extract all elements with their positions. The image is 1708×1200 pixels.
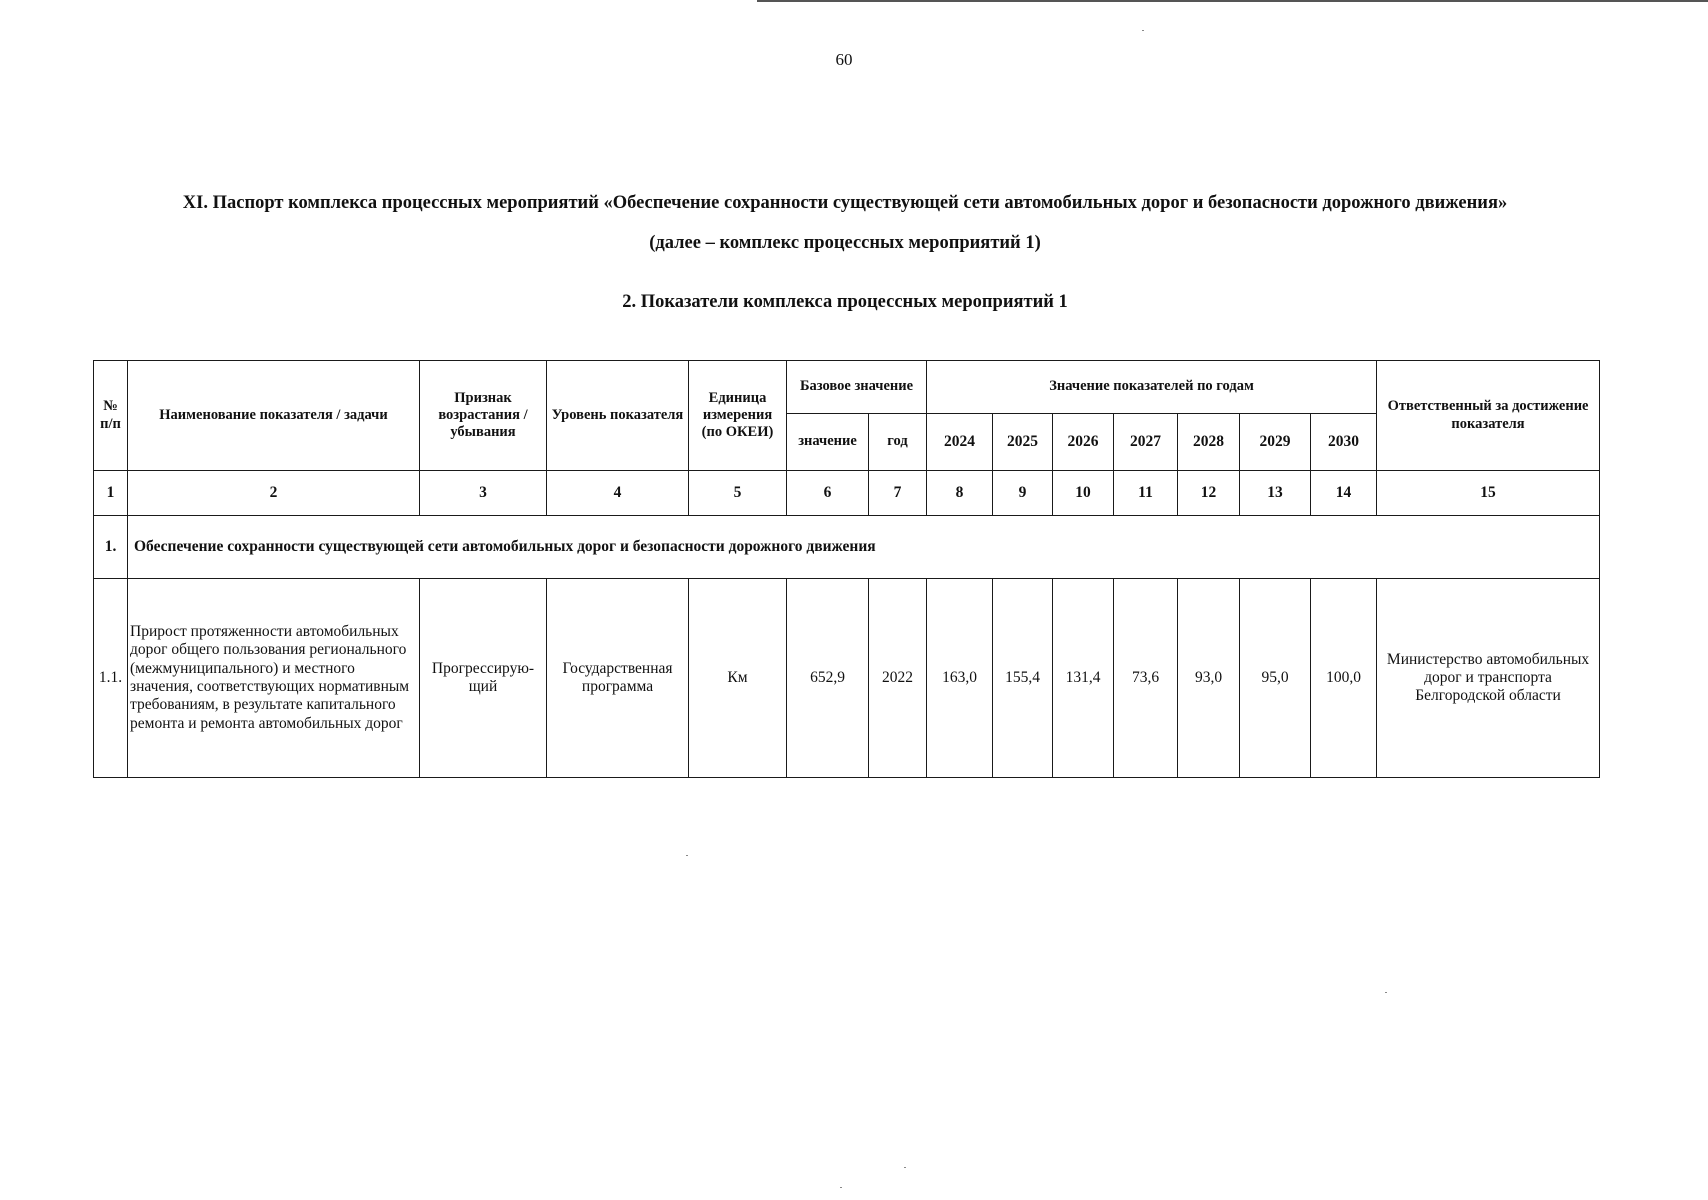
section-title: 2. Показатели комплекса процессных мероприятий 1 [622, 292, 1068, 312]
column-number: 12 [1178, 471, 1240, 516]
header-year: 2026 [1053, 414, 1114, 471]
row-year-value: 95,0 [1240, 579, 1311, 778]
header-responsible: Ответственный за достижение показателя [1377, 361, 1600, 471]
header-year: 2028 [1178, 414, 1240, 471]
column-number: 14 [1311, 471, 1377, 516]
section-row-title: Обеспечение сохранности существующей сети автомобильных дорог и безопасности дорожного движения [128, 516, 1600, 579]
row-num: 1.1. [94, 579, 128, 778]
header-base: Базовое значение [787, 361, 927, 414]
header-year: 2029 [1240, 414, 1311, 471]
row-unit: Км [689, 579, 787, 778]
scan-speck [1385, 992, 1387, 993]
top-rule [757, 0, 1708, 2]
page-number: 60 [835, 50, 853, 69]
row-year-value: 163,0 [927, 579, 993, 778]
column-number: 9 [993, 471, 1053, 516]
column-number: 3 [420, 471, 547, 516]
header-base-value: значение [787, 414, 869, 471]
column-number: 4 [547, 471, 689, 516]
table-row [94, 579, 1600, 778]
row-year-value: 155,4 [993, 579, 1053, 778]
row-base-value: 652,9 [787, 579, 869, 778]
column-number: 11 [1114, 471, 1178, 516]
scan-speck [686, 855, 688, 856]
section-num: 1. [94, 516, 128, 579]
row-indicator-name: Прирост протяженности автомобильных дорог общего пользования регионального (межмуниципального) и местного значения, соответствующих нормативным требованиям, в результате капитального ремонта и ремонта автомобильных дорог [128, 579, 420, 778]
header-num: № п/п [94, 361, 128, 471]
row-base-year: 2022 [869, 579, 927, 778]
indicators-table [93, 360, 1600, 778]
column-number-row [94, 471, 1600, 516]
header-unit: Единица измерения (по ОКЕИ) [689, 361, 787, 471]
header-year: 2030 [1311, 414, 1377, 471]
passport-title: XI. Паспорт комплекса процессных мероприятий «Обеспечение сохранности существующей сети автомобильных дорог и безопасности дорожного движения» [182, 193, 1508, 213]
column-number: 8 [927, 471, 993, 516]
column-number: 7 [869, 471, 927, 516]
column-number: 5 [689, 471, 787, 516]
header-year: 2025 [993, 414, 1053, 471]
header-sign: Признак возрастания / убывания [420, 361, 547, 471]
row-year-value: 93,0 [1178, 579, 1240, 778]
row-year-value: 131,4 [1053, 579, 1114, 778]
header-year: 2027 [1114, 414, 1178, 471]
header-name: Наименование показателя / задачи [128, 361, 420, 471]
row-year-value: 73,6 [1114, 579, 1178, 778]
column-number: 15 [1377, 471, 1600, 516]
column-number: 13 [1240, 471, 1311, 516]
scan-speck [904, 1167, 906, 1168]
header-year: 2024 [927, 414, 993, 471]
column-number: 1 [94, 471, 128, 516]
scan-speck [840, 1187, 842, 1188]
passport-subtitle: (далее – комплекс процессных мероприятий 1) [649, 233, 1041, 253]
row-year-value: 100,0 [1311, 579, 1377, 778]
column-number: 6 [787, 471, 869, 516]
header-years-group: Значение показателей по годам [927, 361, 1377, 414]
row-sign: Прогрессирую-щий [420, 579, 547, 778]
column-number: 2 [128, 471, 420, 516]
row-responsible: Министерство автомобильных дорог и транспорта Белгородской области [1377, 579, 1600, 778]
header-base-year: год [869, 414, 927, 471]
column-number: 10 [1053, 471, 1114, 516]
scan-speck [1142, 30, 1144, 31]
row-level: Государственная программа [547, 579, 689, 778]
header-level: Уровень показателя [547, 361, 689, 471]
section-row [94, 516, 1600, 579]
